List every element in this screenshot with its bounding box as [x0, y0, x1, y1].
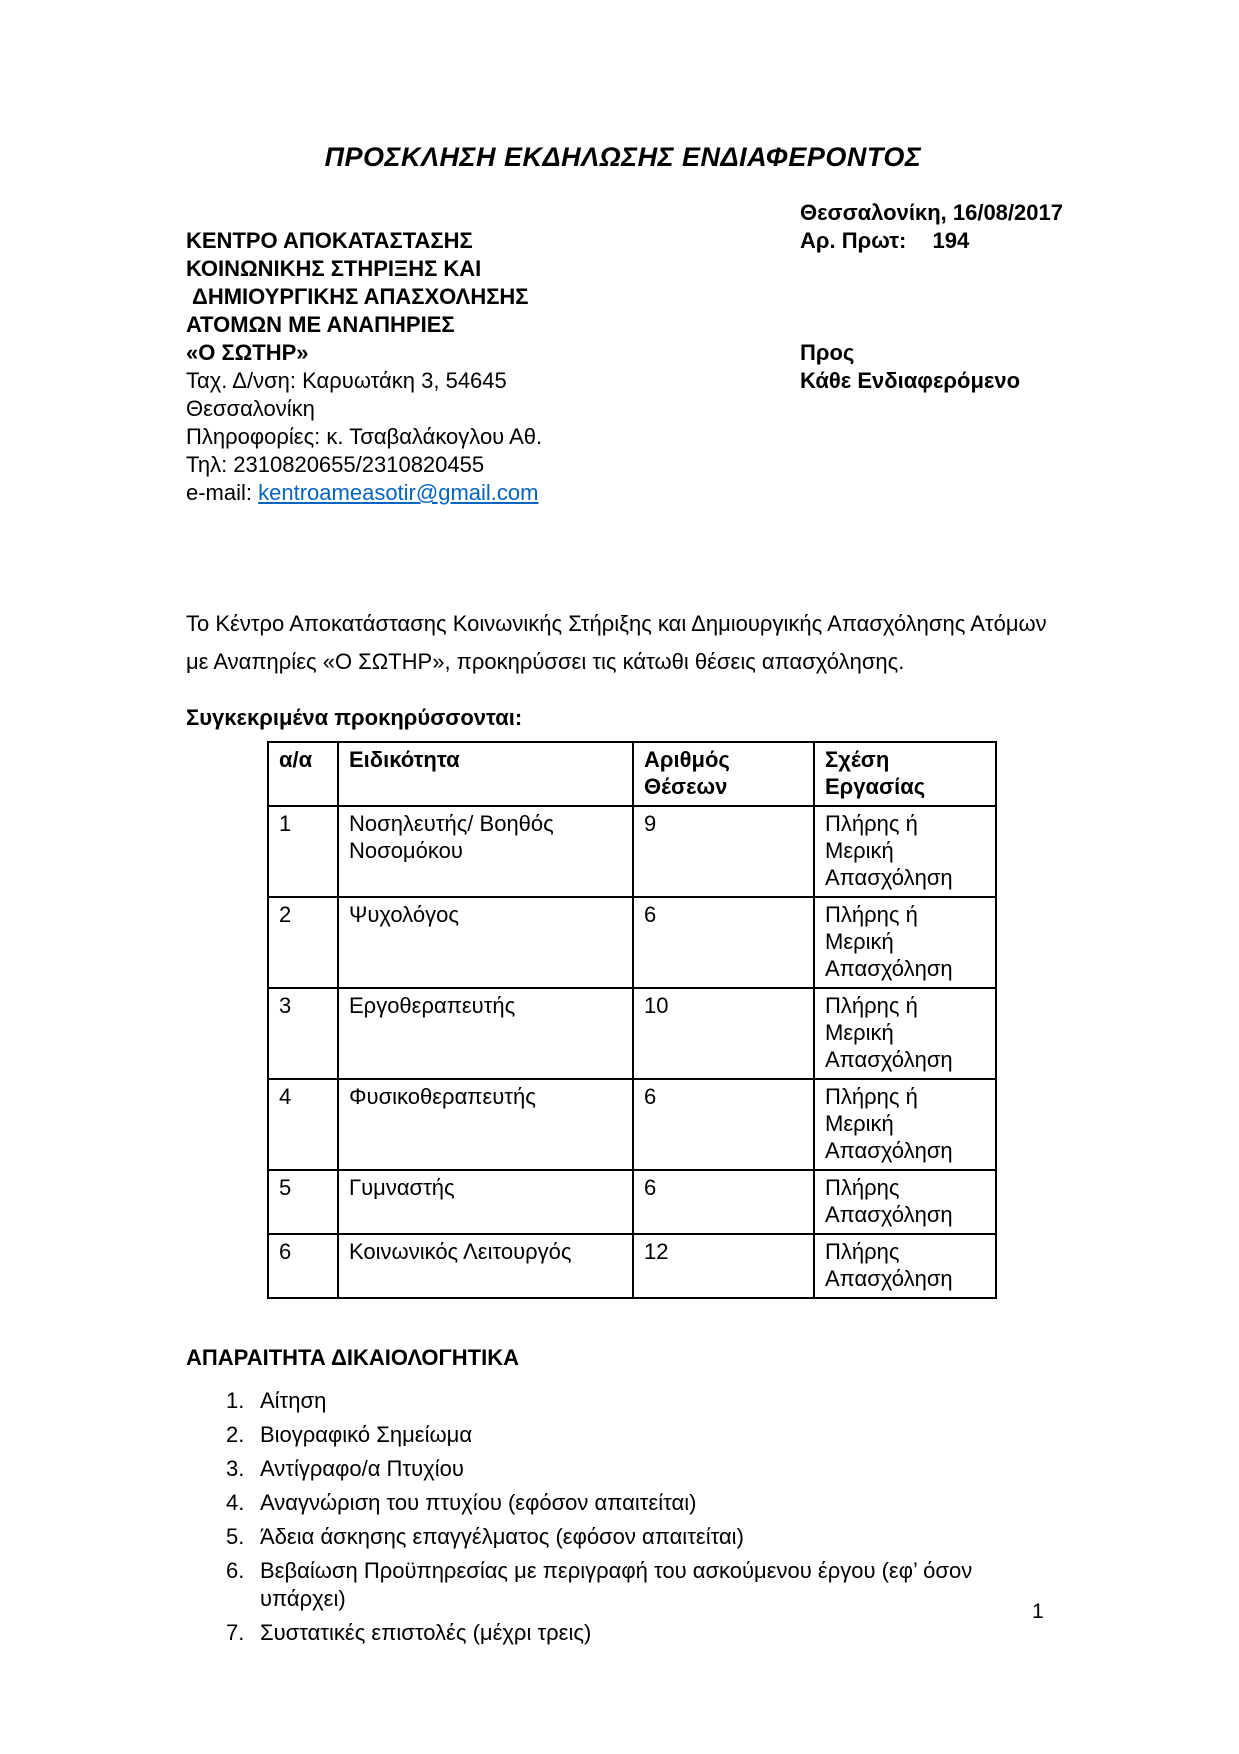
cell-specialty: Φυσικοθεραπευτής — [338, 1079, 633, 1170]
page-number: 1 — [1032, 1600, 1044, 1623]
cell-positions: 12 — [633, 1234, 814, 1298]
list-item-number: 1. — [226, 1388, 245, 1413]
table-row — [268, 1079, 996, 1170]
list-item — [186, 1619, 1060, 1647]
list-item-text: Συστατικές επιστολές (μέχρι τρεις) — [260, 1620, 592, 1645]
org-name-line: ΔΗΜΙΟΥΡΓΙΚΗΣ ΑΠΑΣΧΟΛΗΣΗΣ — [192, 284, 529, 309]
address-line: Ταχ. Δ/νση: Καρυωτάκη 3, 54645 — [186, 368, 507, 393]
cell-employment: Πλήρης Απασχόληση — [814, 1234, 996, 1298]
header-cell-employment: Σχέση Εργασίας — [814, 742, 996, 806]
cell-employment: Πλήρης ή Μερική Απασχόληση — [814, 1079, 996, 1170]
list-item-text: Αναγνώριση του πτυχίου (εφόσον απαιτείται) — [260, 1490, 697, 1515]
cell-positions: 6 — [633, 1079, 814, 1170]
cell-employment: Πλήρης ή Μερική Απασχόληση — [814, 806, 996, 897]
table-row — [268, 897, 996, 988]
cell-index: 5 — [268, 1170, 338, 1234]
sender-block — [186, 199, 542, 507]
org-name-line: ΚΕΝΤΡΟ ΑΠΟΚΑΤΑΣΤΑΣΗΣ — [186, 228, 473, 253]
list-item-text: Βιογραφικό Σημείωμα — [260, 1422, 473, 1447]
documents-list — [186, 1387, 1060, 1647]
contact-person-line: Πληροφορίες: κ. Τσαβαλάκογλου Αθ. — [186, 424, 543, 449]
list-item — [186, 1387, 1060, 1415]
list-item-number: 2. — [226, 1422, 245, 1447]
list-item-number: 7. — [226, 1620, 245, 1645]
header-cell-positions: Αριθμός Θέσεων — [633, 742, 814, 806]
list-item — [186, 1455, 1060, 1483]
table-row — [268, 988, 996, 1079]
cell-employment: Πλήρης Απασχόληση — [814, 1170, 996, 1234]
cell-index: 4 — [268, 1079, 338, 1170]
table-row — [268, 1234, 996, 1298]
cell-employment: Πλήρης ή Μερική Απασχόληση — [814, 988, 996, 1079]
list-item-text: Αντίγραφο/α Πτυχίου — [260, 1456, 464, 1481]
cell-positions: 6 — [633, 1170, 814, 1234]
cell-index: 1 — [268, 806, 338, 897]
table-row — [268, 1170, 996, 1234]
cell-specialty: Ψυχολόγος — [338, 897, 633, 988]
cell-index: 2 — [268, 897, 338, 988]
page-title: ΠΡΟΣΚΛΗΣΗ ΕΚΔΗΛΩΣΗΣ ΕΝΔΙΑΦΕΡΟΝΤΟΣ — [324, 142, 922, 172]
cell-positions: 9 — [633, 806, 814, 897]
cell-index: 6 — [268, 1234, 338, 1298]
org-name-line: ΑΤΟΜΩΝ ΜΕ ΑΝΑΠΗΡΙΕΣ — [186, 312, 455, 337]
positions-table — [267, 741, 997, 1299]
cell-specialty: Νοσηλευτής/ Βοηθός Νοσομόκου — [338, 806, 633, 897]
protocol-number: 194 — [932, 228, 970, 253]
list-item-number: 3. — [226, 1456, 245, 1481]
cell-specialty: Γυμναστής — [338, 1170, 633, 1234]
cell-specialty: Εργοθεραπευτής — [338, 988, 633, 1079]
list-item-text: Άδεια άσκησης επαγγέλματος (εφόσον απαιτείται) — [260, 1524, 744, 1549]
cell-index: 3 — [268, 988, 338, 1079]
list-item-text: Αίτηση — [260, 1388, 327, 1413]
table-row — [268, 806, 996, 897]
intro-paragraph: Το Κέντρο Αποκατάστασης Κοινωνικής Στήριξης και Δημιουργικής Απασχόλησης Ατόμων με Αναπηρίες «Ο ΣΩΤΗΡ», προκηρύσσει τις κάτωθι θέσεις απασχόλησης. — [186, 611, 1047, 674]
letterhead — [186, 199, 1063, 509]
org-name-line: «Ο ΣΩΤΗΡ» — [186, 340, 309, 365]
list-item-text: Βεβαίωση Προϋπηρεσίας με περιγραφή του ασκούμενου έργου (εφ’ όσον υπάρχει) — [260, 1558, 973, 1611]
phone-line: Τηλ: 2310820655/2310820455 — [186, 452, 485, 477]
document-content — [186, 142, 1063, 1653]
list-item — [186, 1421, 1060, 1449]
table-caption: Συγκεκριμένα προκηρύσσονται: — [186, 705, 523, 730]
header-cell-specialty: Ειδικότητα — [338, 742, 633, 806]
list-item — [186, 1489, 1060, 1517]
org-name-line: ΚΟΙΝΩΝΙΚΗΣ ΣΤΗΡΙΞΗΣ ΚΑΙ — [186, 256, 482, 281]
list-item-number: 6. — [226, 1558, 245, 1583]
documents-heading: ΑΠΑΡΑΙΤΗΤΑ ΔΙΚΑΙΟΛΟΓΗΤΙΚΑ — [186, 1345, 519, 1370]
cell-employment: Πλήρης ή Μερική Απασχόληση — [814, 897, 996, 988]
list-item — [186, 1557, 1060, 1613]
cell-positions: 6 — [633, 897, 814, 988]
recipient-block — [800, 199, 1063, 395]
table-header-row — [268, 742, 996, 806]
protocol-line — [800, 227, 1063, 255]
list-item-number: 5. — [226, 1524, 245, 1549]
cell-specialty: Κοινωνικός Λειτουργός — [338, 1234, 633, 1298]
email-link[interactable]: kentroameasotir@gmail.com — [258, 480, 539, 505]
to-value: Κάθε Ενδιαφερόμενο — [800, 368, 1021, 393]
email-label: e-mail: — [186, 480, 253, 505]
header-cell-index: α/α — [268, 742, 338, 806]
list-item-number: 4. — [226, 1490, 245, 1515]
email-line — [186, 479, 542, 507]
to-label: Προς — [800, 340, 855, 365]
date-line: Θεσσαλονίκη, 16/08/2017 — [800, 200, 1063, 225]
protocol-label: Αρ. Πρωτ: — [800, 228, 907, 253]
address-city-line: Θεσσαλονίκη — [186, 396, 315, 421]
list-item — [186, 1523, 1060, 1551]
cell-positions: 10 — [633, 988, 814, 1079]
